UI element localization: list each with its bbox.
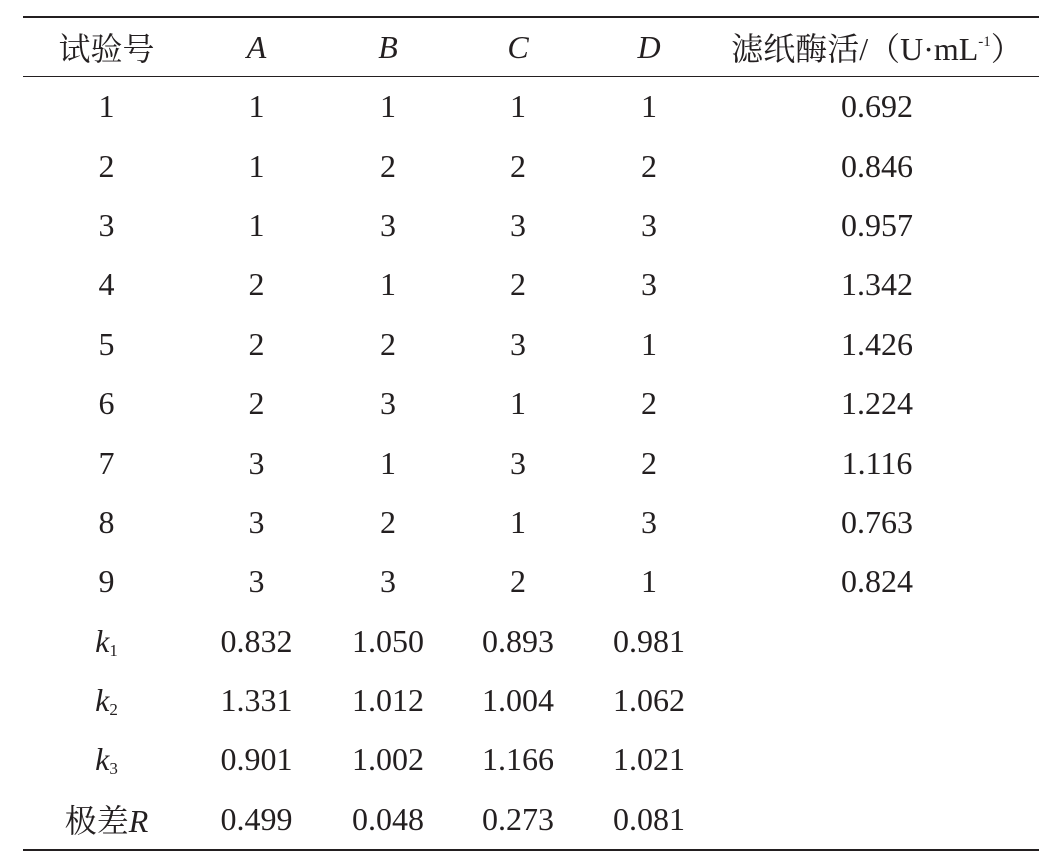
table-row	[23, 433, 1039, 492]
activity-value: 1.426	[841, 325, 913, 362]
header-factor-b: B	[378, 28, 398, 65]
trial-number: 4	[98, 266, 115, 303]
level-d: 2	[641, 385, 657, 422]
empty-cell	[715, 671, 1039, 730]
activity-value: 0.763	[841, 503, 913, 540]
k-subscript: 2	[109, 700, 118, 720]
table-row	[23, 196, 1039, 255]
header-activity-exponent: -1	[978, 34, 991, 50]
header-activity-close: ）	[990, 31, 1023, 67]
level-c: 3	[510, 206, 526, 243]
level-b: 3	[380, 206, 396, 243]
table-row	[23, 315, 1039, 374]
k-value-c: 1.166	[482, 741, 554, 778]
header-trial-number: 试验号	[58, 31, 155, 67]
range-value-d: 0.081	[613, 800, 685, 837]
activity-value: 0.824	[841, 563, 913, 600]
range-label-text: 极差	[64, 803, 129, 840]
level-a: 3	[248, 444, 265, 481]
k-value-d: 1.021	[613, 741, 685, 778]
activity-value: 1.342	[841, 266, 913, 303]
level-d: 2	[641, 147, 657, 184]
k-symbol	[23, 671, 190, 730]
table-header	[23, 17, 1039, 77]
level-c: 3	[510, 444, 526, 481]
header-row	[23, 17, 1039, 77]
level-c: 1	[510, 385, 526, 422]
level-c: 2	[510, 266, 526, 303]
header-factor-c: C	[507, 28, 529, 65]
k-letter: k	[95, 741, 110, 778]
trial-number: 3	[98, 206, 115, 243]
table-row	[23, 552, 1039, 611]
k-value-a: 0.901	[220, 741, 293, 778]
k-value-b: 1.002	[352, 741, 424, 778]
header-activity-label: 滤纸酶活/（U·mL	[731, 31, 979, 67]
k-row	[23, 671, 1039, 730]
level-c: 2	[510, 147, 526, 184]
level-b: 2	[380, 147, 396, 184]
k-value-c: 0.893	[482, 622, 554, 659]
level-b: 3	[380, 563, 396, 600]
table-row	[23, 136, 1039, 195]
level-b: 1	[380, 88, 396, 125]
trial-number: 6	[98, 385, 115, 422]
k-row	[23, 612, 1039, 671]
k-symbol	[23, 730, 190, 789]
level-d: 3	[641, 206, 657, 243]
table-row	[23, 255, 1039, 314]
level-c: 1	[510, 88, 526, 125]
level-a: 1	[248, 88, 265, 125]
range-value-b: 0.048	[352, 800, 424, 837]
range-value-a: 0.499	[220, 800, 293, 837]
activity-value: 0.846	[841, 147, 913, 184]
header-factor-d: D	[637, 28, 661, 65]
level-d: 1	[641, 563, 657, 600]
level-a: 3	[248, 503, 265, 540]
activity-value: 0.957	[841, 206, 913, 243]
trial-number: 2	[98, 147, 115, 184]
level-b: 3	[380, 385, 396, 422]
trial-number: 8	[98, 503, 115, 540]
k-value-a: 1.331	[220, 682, 293, 719]
k-symbol	[23, 612, 190, 671]
k-value-d: 0.981	[613, 622, 685, 659]
level-a: 1	[248, 147, 265, 184]
level-b: 1	[380, 444, 396, 481]
activity-value: 1.116	[841, 444, 913, 481]
range-letter: R	[128, 803, 149, 840]
level-a: 2	[248, 266, 265, 303]
k-row	[23, 730, 1039, 789]
table-row	[23, 493, 1039, 552]
k-value-a: 0.832	[220, 622, 293, 659]
level-d: 3	[641, 503, 657, 540]
empty-cell	[715, 730, 1039, 789]
trial-number: 7	[98, 444, 115, 481]
level-a: 1	[248, 206, 265, 243]
level-b: 1	[380, 266, 396, 303]
level-b: 2	[380, 325, 396, 362]
range-row	[23, 790, 1039, 850]
k-value-b: 1.050	[352, 622, 424, 659]
k-letter: k	[95, 622, 110, 659]
activity-value: 0.692	[841, 88, 913, 125]
empty-cell	[715, 612, 1039, 671]
k-value-d: 1.062	[613, 682, 685, 719]
range-label	[23, 790, 190, 850]
level-a: 2	[248, 325, 265, 362]
level-c: 1	[510, 503, 526, 540]
level-b: 2	[380, 503, 396, 540]
table-row	[23, 77, 1039, 137]
level-d: 1	[641, 88, 657, 125]
level-d: 3	[641, 266, 657, 303]
orthogonal-test-table	[23, 16, 1039, 851]
activity-value: 1.224	[841, 385, 913, 422]
table-body	[23, 77, 1039, 851]
level-d: 2	[641, 444, 657, 481]
trial-number: 5	[98, 325, 115, 362]
level-c: 3	[510, 325, 526, 362]
header-filter-paper-activity	[715, 17, 1039, 77]
trial-number: 9	[98, 563, 115, 600]
k-subscript: 1	[109, 640, 118, 660]
header-factor-a: A	[246, 28, 267, 65]
table-row	[23, 374, 1039, 433]
level-c: 2	[510, 563, 526, 600]
range-value-c: 0.273	[482, 800, 554, 837]
level-d: 1	[641, 325, 657, 362]
k-value-c: 1.004	[482, 682, 554, 719]
level-a: 2	[248, 385, 265, 422]
k-subscript: 3	[109, 759, 118, 779]
trial-number: 1	[98, 88, 115, 125]
empty-cell	[715, 790, 1039, 850]
k-letter: k	[95, 682, 110, 719]
level-a: 3	[248, 563, 265, 600]
k-value-b: 1.012	[352, 682, 424, 719]
